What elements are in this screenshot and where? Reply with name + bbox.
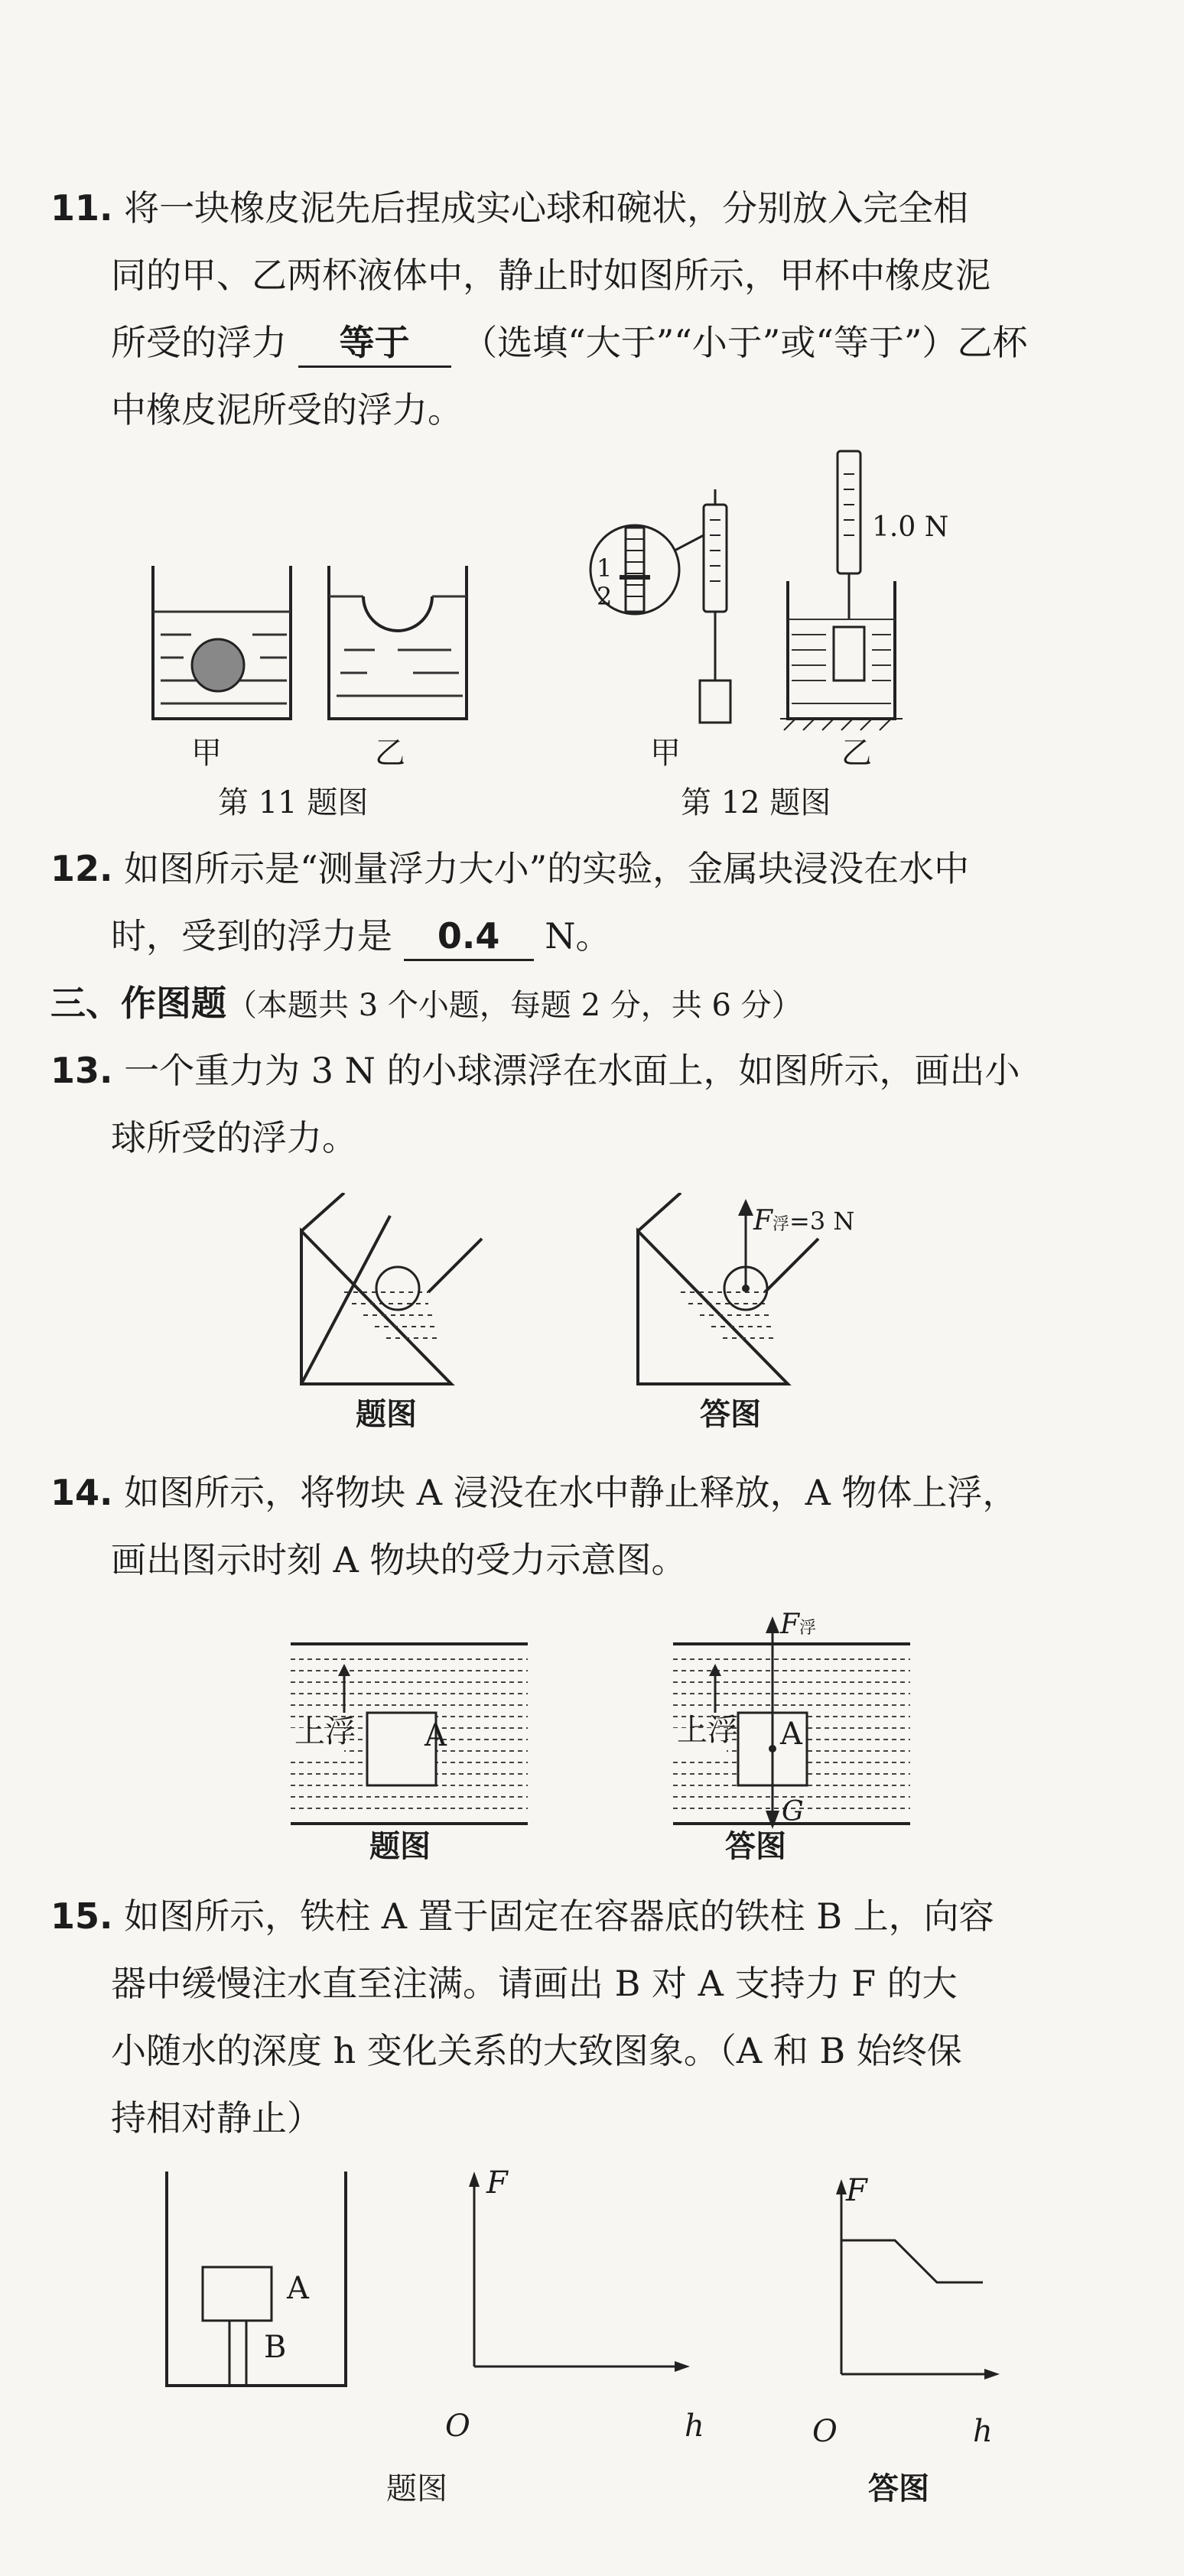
section-note: （本题共 3 个小题，每题 2 分，共 6 分）	[226, 988, 802, 1023]
question-text: 持相对静止）	[111, 2097, 322, 2139]
answer-blank: 等于	[298, 320, 451, 368]
force-label: F	[780, 1609, 799, 1640]
question-text: 小随水的深度 h 变化关系的大致图象。（A 和 B 始终保	[111, 2030, 962, 2071]
figure-13-question	[291, 1193, 490, 1399]
question-text: 所受的浮力	[111, 322, 287, 363]
question-text: 球所受的浮力。	[111, 1117, 357, 1158]
force-subscript: 浮	[799, 1619, 816, 1638]
question-text: 画出图示时刻 A 物块的受力示意图。	[111, 1539, 687, 1580]
figure-caption: 第 11 题图	[218, 785, 369, 820]
force-label: F	[753, 1205, 773, 1236]
question-text: N。	[545, 915, 611, 957]
figure-caption: 答图	[868, 2471, 929, 2506]
question-number: 13.	[50, 1050, 113, 1091]
question-text: 一个重力为 3 N 的小球漂浮在水面上，如图所示，画出小	[124, 1050, 1020, 1091]
figure-caption: 题图	[369, 1829, 431, 1864]
force-subscript: 浮	[772, 1215, 789, 1234]
scale-tick-label: 2	[597, 582, 613, 611]
block-label: A	[287, 2271, 309, 2306]
figure-caption: 第 12 题图	[681, 785, 831, 820]
scale-tick-label: 1	[597, 554, 613, 583]
figure-12	[581, 443, 948, 749]
origin-label: O	[445, 2409, 470, 2444]
section-title: 三、作图题	[50, 983, 226, 1024]
figure-15-container	[161, 2172, 352, 2393]
motion-label: 上浮	[294, 1714, 356, 1749]
question-number: 15.	[50, 1895, 113, 1937]
question-text: 时，受到的浮力是	[111, 915, 392, 957]
section-heading	[50, 980, 802, 1028]
question-number: 12.	[50, 848, 113, 889]
question-text: （选填“大于”“小于”或“等于”）乙杯	[462, 322, 1028, 363]
question-text: 如图所示，将物块 A 浸没在水中静止释放，A 物体上浮，	[124, 1472, 1018, 1513]
figure-label: 甲	[191, 736, 222, 771]
motion-label: 上浮	[677, 1713, 738, 1748]
question-number: 14.	[50, 1472, 113, 1513]
question-number: 11.	[50, 187, 113, 229]
block-label: B	[264, 2330, 287, 2365]
question-text: 同的甲、乙两杯液体中，静止时如图所示，甲杯中橡皮泥	[111, 255, 990, 296]
question-text: 器中缓慢注水直至注满。请画出 B 对 A 支持力 F 的大	[111, 1963, 958, 2004]
figure-label: 甲	[650, 736, 681, 771]
axis-label: F	[486, 2165, 508, 2201]
axis-label: h	[973, 2414, 993, 2449]
force-label: G	[782, 1796, 804, 1827]
question-text: 将一块橡皮泥先后捏成实心球和碗状，分别放入完全相	[124, 187, 969, 229]
block-label: A	[424, 1718, 447, 1753]
block-label: A	[780, 1717, 802, 1752]
figure-caption: 题图	[356, 1397, 417, 1432]
question-text: 中橡皮泥所受的浮力。	[111, 389, 463, 430]
axis-label: F	[846, 2173, 867, 2208]
axis-label: h	[685, 2409, 704, 2444]
question-text: 如图所示是“测量浮力大小”的实验，金属块浸没在水中	[124, 848, 970, 889]
scale-reading: 1.0 N	[872, 512, 949, 543]
figure-caption: 答图	[700, 1397, 761, 1432]
figure-caption: 答图	[725, 1829, 786, 1864]
answer-blank: 0.4	[404, 913, 534, 961]
figure-label: 乙	[375, 736, 405, 771]
origin-label: O	[812, 2414, 838, 2449]
question-text: 如图所示，铁柱 A 置于固定在容器底的铁柱 B 上，向容	[124, 1895, 994, 1937]
force-value: =3 N	[789, 1207, 855, 1236]
figure-11	[138, 551, 482, 780]
figure-caption: 题图	[386, 2471, 447, 2506]
figure-label: 乙	[841, 736, 872, 771]
